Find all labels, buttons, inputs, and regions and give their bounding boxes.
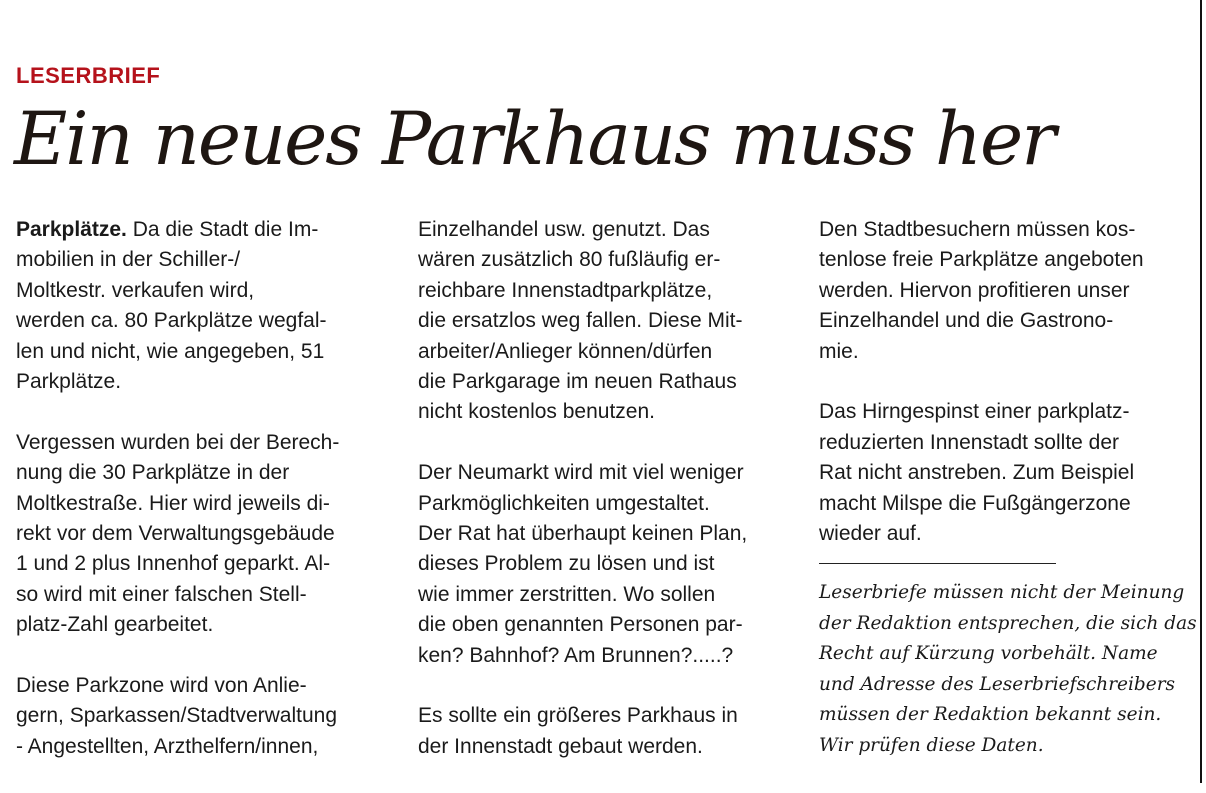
editorial-disclaimer: Leserbriefe müssen nicht der Meinung der Redaktion entsprechen, die sich das Recht auf Kürzung vorbehält. Name und Adresse des Leserbriefschreibers müssen der Redaktion bekannt sein. Wir prüfen diese Daten. — [819, 582, 1197, 756]
paragraph: Der Neumarkt wird mit viel weniger Parkmöglichkeiten umgestaltet. Der Rat hat überhaupt keinen Plan, dieses Problem zu lösen und ist wie immer zerstritten. Wo sollen die oben genannten Personen par- ken? Bahnhof? Am Brunnen?.....? — [418, 461, 748, 667]
section-rubric: LESERBRIEF — [16, 63, 161, 88]
paragraph: Einzelhandel usw. genutzt. Das wären zusätzlich 80 fußläufig er- reichbare Innenstadtparkplätze, die ersatzlos weg fallen. Diese Mit- arbeiter/Anlieger können/dürfen die Parkgarage im neuen Rathaus nicht kostenlos benutzen. — [418, 218, 743, 424]
page-edge-line — [1200, 0, 1202, 783]
paragraph: Es sollte ein größeres Parkhaus in der Innenstadt gebaut werden. — [418, 704, 738, 758]
article-column-2 — [418, 215, 793, 793]
paragraph-lead: Parkplätze. — [16, 218, 127, 241]
paragraph: Vergessen wurden bei der Berech- nung die 30 Parkplätze in der Moltkestraße. Hier wird jeweils di- rekt vor dem Verwaltungsgebäude 1 und 2 plus Innenhof geparkt. Al- so wird mit einer falschen Stell- platz-Zahl gearbeitet. — [16, 430, 340, 637]
paragraph: Den Stadtbesuchern müssen kos- tenlose freie Parkplätze angeboten werden. Hiervon profitieren unser Einzelhandel und die Gastrono- mie. — [819, 218, 1144, 363]
article-column-1 — [16, 215, 391, 793]
article-column-3 — [819, 215, 1194, 580]
article-headline: Ein neues Parkhaus muss her — [14, 97, 1055, 182]
disclaimer-divider — [819, 563, 1056, 564]
paragraph: Das Hirngespinst einer parkplatz- reduzierten Innenstadt sollte der Rat nicht anstreben. Zum Beispiel macht Milspe die Fußgängerzone wieder auf. — [819, 400, 1135, 546]
paragraph: Diese Parkzone wird von Anlie- gern, Sparkassen/Stadtverwaltung - Angestellten, Arzthelfern/innen, — [16, 674, 338, 758]
paragraph — [16, 215, 391, 397]
paragraph-text: Da die Stadt die Im- mobilien in der Schiller-/ Moltkestr. verkaufen wird, werden ca. 80 Parkplätze wegfal- len und nicht, wie angegeben, 51 Parkplätze. — [16, 218, 327, 394]
